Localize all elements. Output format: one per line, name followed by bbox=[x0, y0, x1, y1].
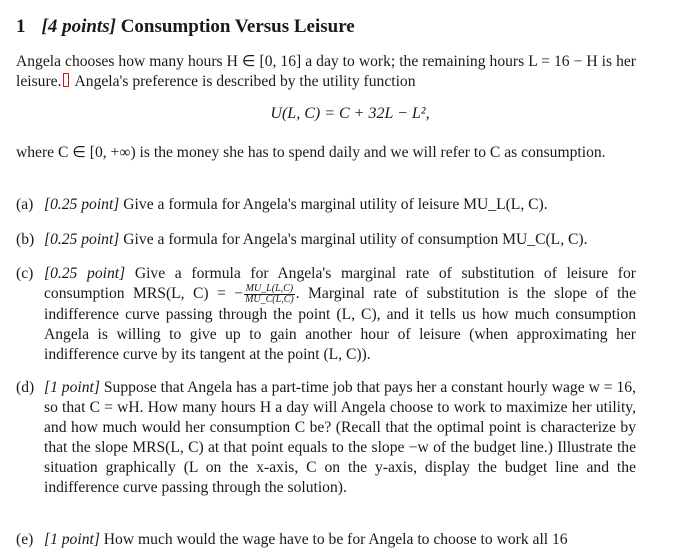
question-a-label: (a) bbox=[16, 196, 34, 213]
intro-paragraph bbox=[16, 52, 636, 92]
question-c-text-a: Give a formula for Angela's marginal rate of substitution of leisure for consumption MRS(L, C) = − bbox=[44, 265, 636, 303]
question-c-label: (c) bbox=[16, 265, 34, 282]
question-a-text: Give a formula for Angela's marginal utility of leisure MU_L(L, C). bbox=[123, 196, 548, 213]
question-b bbox=[16, 230, 636, 250]
question-c bbox=[16, 264, 636, 365]
question-a-points: [0.25 point] bbox=[44, 196, 120, 213]
question-c-points: [0.25 point] bbox=[44, 265, 126, 282]
mrs-fraction-numerator: MU_L(L,C) bbox=[245, 283, 294, 294]
question-e-points: [1 point] bbox=[44, 531, 100, 548]
problem-title: Consumption Versus Leisure bbox=[120, 16, 355, 37]
question-a bbox=[16, 195, 636, 215]
question-b-text: Give a formula for Angela's marginal utility of consumption MU_C(L, C). bbox=[123, 231, 588, 248]
mrs-fraction-denominator: MU_C(L,C) bbox=[245, 294, 294, 305]
intro-text: Angela chooses how many hours H ∈ [0, 16] a day to work; the remaining hours L = 16 − H is her leisure. bbox=[16, 53, 636, 90]
problem-heading bbox=[16, 16, 355, 38]
mrs-fraction bbox=[244, 284, 295, 305]
question-b-points: [0.25 point] bbox=[44, 231, 120, 248]
question-d bbox=[16, 378, 636, 498]
question-b-label: (b) bbox=[16, 231, 35, 248]
text-cursor-marker bbox=[63, 73, 69, 87]
utility-equation: U(L, C) = C + 32L − L², bbox=[270, 105, 430, 122]
question-d-label: (d) bbox=[16, 379, 35, 396]
question-e bbox=[16, 530, 636, 550]
question-d-points: [1 point] bbox=[44, 379, 100, 396]
problem-points: [4 points] bbox=[41, 16, 116, 37]
intro-paragraph-2: where C ∈ [0, +∞) is the money she has to spend daily and we will refer to C as consumption. bbox=[16, 144, 606, 161]
question-c-text-b: . Marginal rate of substitution is the slope of the indifference curve passing through the point (L, C), and it tells us how much consumption Angela is willing to give up to gain another hour of leisure (when approximating her indifference curve by its tangent at the point (L, C)). bbox=[44, 285, 636, 363]
question-e-text: How much would the wage have to be for Angela to choose to work all 16 bbox=[103, 531, 568, 548]
problem-number: 1 bbox=[16, 16, 26, 37]
question-d-text: Suppose that Angela has a part-time job that pays her a constant hourly wage w = 16, so that C = wH. How many hours H a day will Angela choose to work to maximize her utility, and how much would her consumption C be? (Recall that the optimal point is characterize by that the slope MRS(L, C) at that point equals to the slope −w of the budget line.) Illustrate the situation graphically (L on the x-axis, C on the y-axis, display the budget line and the indifference curve passing through the solution). bbox=[44, 379, 636, 496]
intro-text-cont: Angela's preference is described by the utility function bbox=[74, 73, 416, 90]
question-e-label: (e) bbox=[16, 531, 34, 548]
